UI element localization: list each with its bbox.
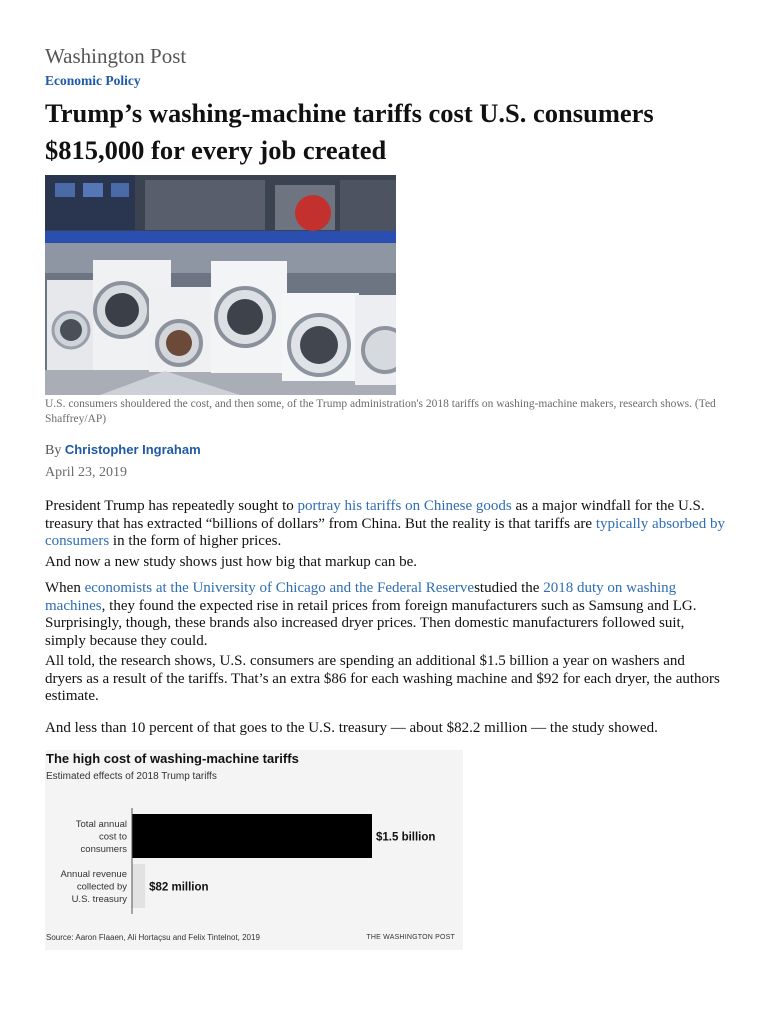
text: President Trump has repeatedly sought to [45, 498, 298, 515]
chart-subtitle: Estimated effects of 2018 Trump tariffs [46, 771, 217, 783]
absorbed-by-consumers-link[interactable]: typically absorbed by consumers [45, 515, 725, 550]
byline-prefix: By [45, 443, 62, 459]
paragraph-5: And less than 10 percent of that goes to the U.S. treasury — about $82.2 million — the study showed. [45, 719, 658, 736]
tariffs-chinese-goods-link[interactable]: portray his tariffs on Chinese goods [297, 498, 512, 515]
chart-canvas [45, 750, 463, 950]
washing-machines-photo [45, 175, 396, 395]
publish-date: April 23, 2019 [45, 465, 128, 481]
headline: Trump’s washing-machine tariffs cost U.S. consumers $815,000 for every job created [45, 98, 654, 166]
chart-category-label: Total annual [75, 819, 127, 831]
washing-machine-duty-link[interactable]: 2018 duty on washing machines [45, 580, 677, 614]
chart-category-label: cost to [99, 831, 127, 843]
byline [45, 442, 725, 459]
photo-caption: U.S. consumers shouldered the cost, and then some, of the Trump administration's 2018 tariffs on washing-machine makers, research shows. (Ted Shaffrey/AP) [45, 398, 716, 426]
text: as a major windfall for the U.S. treasury that has extracted “billions of dollars” from China. But the reality is that tariffs are [45, 498, 705, 532]
text: in the form of higher prices. [109, 533, 282, 550]
masthead[interactable]: Washington Post [45, 44, 187, 68]
text: When [45, 580, 85, 597]
article-photo [45, 175, 396, 395]
section-link[interactable]: Economic Policy [45, 73, 141, 89]
chart-category-label: U.S. treasury [71, 894, 127, 906]
chart-category-label: collected by [76, 881, 127, 893]
chart-category-label: Annual revenue [60, 869, 127, 881]
chart-data-label: $1.5 billion [376, 831, 436, 844]
article-page [45, 44, 725, 950]
paragraph-1 [45, 498, 725, 551]
paragraph-2: And now a new study shows just how big that markup can be. [45, 553, 418, 570]
chart-bar [132, 814, 372, 858]
paragraph-4: All told, the research shows, U.S. consumers are spending an additional $1.5 billion a year on washers and dryers as a result of the tariffs. That’s an extra $86 for each washing machine and $92 for each dryer, the authors estimate. [45, 653, 720, 705]
chart-credit: THE WASHINGTON POST [366, 934, 455, 942]
paragraph-3 [45, 580, 725, 650]
chart-data-label: $82 million [149, 881, 209, 894]
text: , they found the expected rise in retail prices from foreign manufacturers such as Samsung and LG. Surprisingly, though, these brands also increased dryer prices. Then domestic manufacturers followed suit, simply because they could. [45, 597, 697, 649]
chart-bar [132, 864, 145, 908]
author-link[interactable]: Christopher Ingraham [64, 442, 201, 458]
chart-category-label: consumers [80, 844, 127, 856]
chart-title: The high cost of washing-machine tariffs [46, 751, 299, 767]
tariff-cost-chart [45, 750, 463, 950]
chart-source: Source: Aaron Flaaen, Ali Hortaçsu and Felix Tintelnot, 2019 [46, 933, 260, 943]
economists-link[interactable]: economists at the University of Chicago and the Federal Reserve [84, 580, 475, 597]
text: studied the [474, 580, 544, 597]
